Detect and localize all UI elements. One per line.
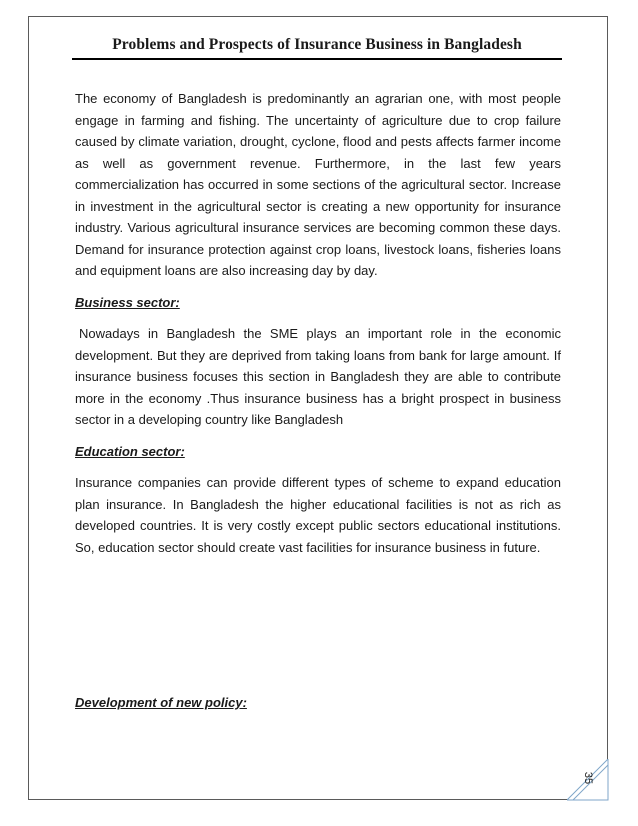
- page-content: [75, 88, 561, 558]
- business-sector-paragraph: Nowadays in Bangladesh the SME plays an important role in the economic development. But they are deprived from taking loans from bank for large amount. If insurance business focuses this section in Bangladesh they are able to contribute more in the economy .Thus insurance business has a bright prospect in business sector in a developing country like Bangladesh: [75, 326, 561, 427]
- page-number: 35: [582, 771, 594, 785]
- page-header-title: Problems and Prospects of Insurance Business in Bangladesh: [72, 36, 562, 60]
- new-policy-heading: Development of new policy:: [75, 695, 247, 710]
- education-sector-heading: Education sector:: [75, 443, 185, 459]
- education-sector-paragraph: Insurance companies can provide different types of scheme to expand education plan insurance. In Bangladesh the higher educational facilities is not as rich as developed countries. It is very costly except public sectors educational institutions. So, education sector should create vast facilities for insurance business in future.: [75, 475, 561, 555]
- business-sector-heading: Business sector:: [75, 294, 180, 310]
- intro-paragraph: The economy of Bangladesh is predominantly an agrarian one, with most people engage in farming and fishing. The uncertainty of agriculture due to crop failure caused by climate variation, drought, cyclone, flood and pests affects farmer income as well as government revenue. Furthermore, in the last few years commercialization has occurred in some sections of the agricultural sector. Increase in investment in the agricultural sector is creating a new opportunity for insurance industry. Various agricultural insurance services are becoming common these days. Demand for insurance protection against crop loans, livestock loans, fisheries loans and equipment loans are also increasing day by day.: [75, 91, 561, 278]
